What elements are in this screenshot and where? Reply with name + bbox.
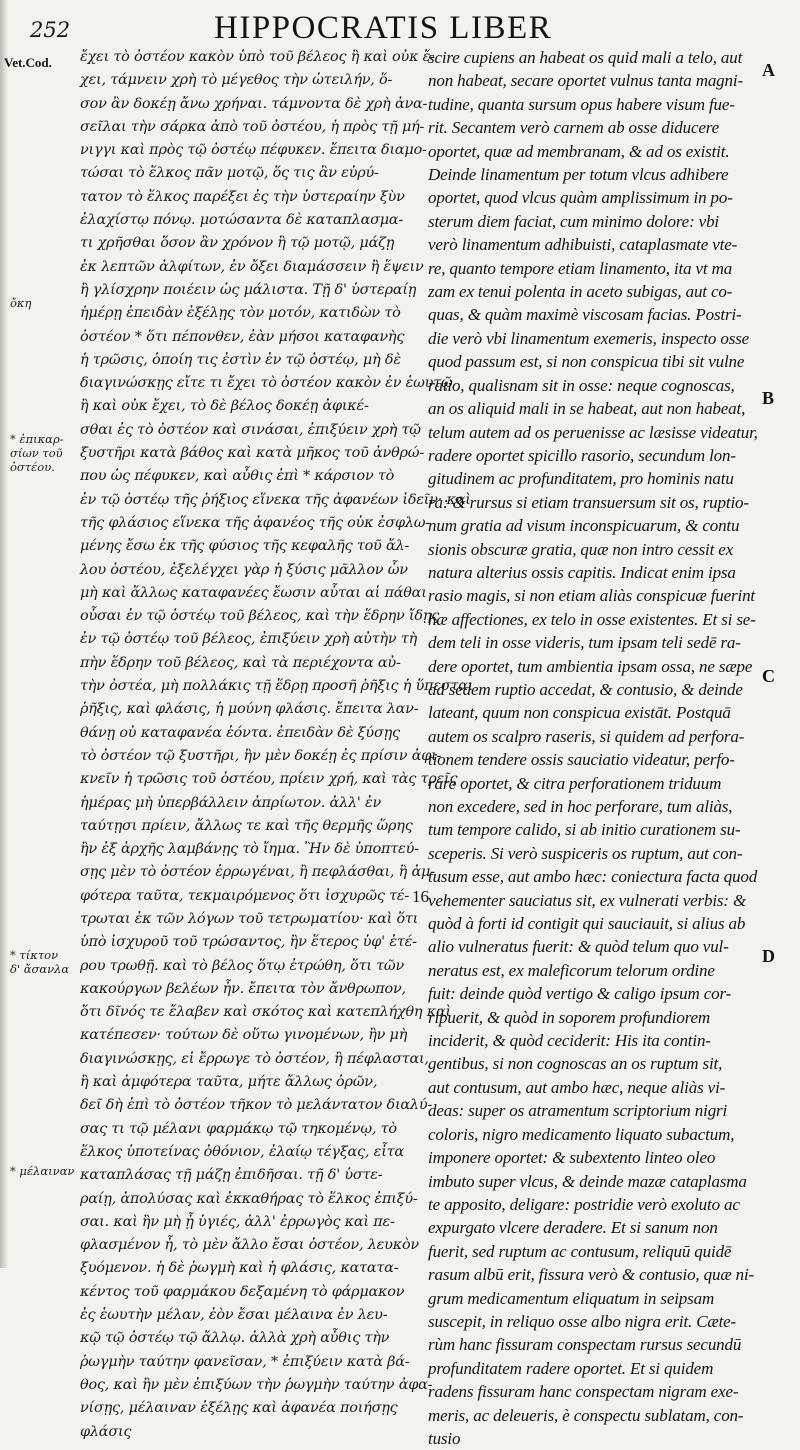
greek-text-line: τρωται ἐκ τῶν λόγων τοῦ τετρωματίου· καὶ ὅτι xyxy=(80,910,419,927)
latin-text-line: ripuerit, & quòd in soporem profundiorem xyxy=(428,1007,711,1027)
latin-text-line: non habeat, secare oportet vulnus tanta magni- xyxy=(428,71,743,91)
latin-text-line: num gratia ad visum inconspicuarum, & contu xyxy=(428,516,740,536)
greek-text-line: σον ἂν δοκέῃ ἄνω χρήναι. τάμνοντα δὲ χρὴ ἀνα- xyxy=(80,95,428,112)
greek-text-line: τὴν ὀστέα, μὴ πολλάκις τῇ ἕδρῃ προσῆ ῥῆξις ἡ ὕπεσται xyxy=(80,678,474,695)
greek-text-line: ἢ γλίσχρην ποιέειν ὡς μάλιστα. Τῇ δ' ὑστεραίῃ xyxy=(80,281,417,298)
running-head: HIPPOCRATIS LIBER xyxy=(214,10,553,46)
greek-text-line: χει, τάμνειν χρὴ τὸ μέγεθος τὴν ὠτειλήν, ὅ- xyxy=(80,72,393,89)
greek-text-line: ἐς ἑωυτὴν μέλαν, ἐὸν ἔσαι μέλαινα ἐν λευ- xyxy=(80,1307,388,1324)
latin-text-line: te apposito, deligare: postridie verò exoluto ac xyxy=(428,1194,740,1214)
greek-text-line: καταπλάσας τῇ μάζῃ ἐπιδῆσαι. τῇ δ' ὑστε- xyxy=(80,1167,383,1184)
latin-text-line: rasum albū erit, fissura verò & contusio, quæ ni- xyxy=(428,1265,755,1285)
margin-letter-b: B xyxy=(762,388,775,408)
latin-text-line: rit. Secantem verò carnem ab osse diducere xyxy=(428,118,719,138)
latin-text-line: expurgato vlcere deradere. Et si sanum non xyxy=(428,1218,718,1238)
latin-text-line: autem os scalpro raseris, si quidem ad perfora- xyxy=(428,726,745,746)
latin-text-line: aut contusum, aut ambo hæc, neque aliàs vi- xyxy=(428,1077,726,1097)
latin-text-line: tionem tendere ossis sauciatio videatur, perfo- xyxy=(428,750,735,770)
latin-text-line: an os aliquid mali in se habeat, aut non habeat, xyxy=(428,399,746,419)
greek-text-line: που ὡς πέφυκεν, καὶ αὖθις ἐπὶ * κάρσιον τὸ xyxy=(80,468,395,485)
latin-text-line: ra: & rursus si etiam transuersum sit os, ruptio- xyxy=(428,492,749,512)
latin-text-line: quas, & quàm maximè viscosam facias. Postri- xyxy=(428,305,742,325)
greek-text-line: σας τι τῷ μέλανι φαρμάκῳ τῷ τηκομένῳ, τὸ xyxy=(80,1120,397,1137)
latin-text-line: rasio magis, si non etiam aliàs conspicuæ fuerint xyxy=(428,586,755,606)
latin-text-line: gentibus, si non cognoscas an os ruptum sit, xyxy=(428,1054,723,1074)
latin-text-line: fuit: deinde quòd vertigo & caligo ipsum cor- xyxy=(428,984,732,1004)
greek-text-line: σεῖλαι τὴν σάρκα ἀπὸ τοῦ ὀστέου, ἡ πρὸς τῇ μή- xyxy=(80,118,425,135)
latin-text-line: neratus est, ex maleficorum telorum ordine xyxy=(428,960,715,980)
vet-cod-label: Vet.Cod. xyxy=(4,55,52,70)
margin-letter-a: A xyxy=(762,60,775,80)
greek-text-line: ἢν ἐξ ἀρχῆς λαμβάνῃς τὸ ἴημα. Ἢν δὲ ὑποπτεύ- xyxy=(80,841,419,858)
latin-text-line: fuerit, sed ruptum ac contusum, reliquū quidē xyxy=(428,1241,732,1261)
greek-text-line: κακούργων βελέων ἦν. ἔπειτα τὸν ἄνθρωπον, xyxy=(80,980,406,997)
greek-text-line: τῆς φλάσιος εἵνεκα τῆς ἀφανέος τῆς οὐκ ἐσφλω- xyxy=(80,514,430,531)
latin-text-line: radens fissuram hanc conspectam nigram exe- xyxy=(428,1382,739,1402)
latin-text-line: imbuto super vlcus, & deinde mazæ cataplasma xyxy=(428,1171,747,1191)
latin-text-line: inciderit, & quòd ceciderit: His ita contin- xyxy=(428,1031,711,1051)
page-number: 252 xyxy=(30,18,71,42)
greek-text-line: ῥωγμὴν ταύτην φανεῖσαν, * ἐπιξύειν κατὰ βά- xyxy=(80,1353,410,1370)
latin-text-line: coloris, nigro medicamento liquato subactum, xyxy=(428,1124,735,1144)
latin-text-line: profunditatem radere oportet. Et si quidem xyxy=(428,1358,714,1378)
latin-text-line: rùm hanc fissuram conspectam rursus secundū xyxy=(428,1335,742,1355)
latin-text-line: scire cupiens an habeat os quid mali a telo, aut xyxy=(428,48,743,67)
greek-text-line: ἐκ λεπτῶν ἀλφίτων, ἐν ὄξει διαμάσσειν ἢ ἕψειν xyxy=(80,258,424,275)
latin-text-line: tusio xyxy=(428,1428,461,1448)
greek-text-line: διαγινώσκῃς, εἰ ἔρρωγε τὸ ὀστέον, ἢ πέφλασται, xyxy=(80,1050,429,1067)
latin-text-line: vehementer sauciatus sit, ex vulnerati verbis: & xyxy=(428,890,747,910)
latin-text-line: tum tempore calido, si ab initio curationem su- xyxy=(428,820,741,840)
greek-text-line: ρου τρωθῇ. καὶ τὸ βέλος ὅτῳ ἐτρώθη, ὅτι τῶν xyxy=(80,957,405,974)
latin-text-line: oportet, quod vlcus quàm amplissimum in po- xyxy=(428,188,733,208)
greek-text-line: σαι. καὶ ἢν μὴ ᾖ ὑγιές, ἀλλ' ἐρρωγὸς καὶ πε- xyxy=(80,1213,395,1230)
latin-text-line: non excedere, sed in hoc perforare, tum aliàs, xyxy=(428,797,733,816)
greek-text-line: θος, καὶ ἢν μὲν ἐπιξύων τὴν ῥωγμὴν ταύτην ἀφα- xyxy=(80,1376,433,1393)
latin-text-line: oportet, quæ ad membranam, & ad os existit. xyxy=(428,141,730,161)
latin-text-line: gitudinem ac profunditatem, pro hominis natu xyxy=(428,469,734,489)
greek-text-line: ἡμέρῃ ἐπειδὰν ἐξέλῃς τὸν μοτόν, κατιδὼν τὸ xyxy=(80,305,401,322)
page-gutter-shadow xyxy=(0,0,8,1268)
latin-text-line: quod passum est, si non conspicua tibi sit vulne xyxy=(428,352,745,372)
greek-text-line: ἢ καὶ οὐκ ἔχει, τὸ δὲ βέλος δοκέῃ ἀφικέ- xyxy=(80,398,369,415)
margin-note-tikton: * τίκτον δ' ἄσανλα xyxy=(10,948,70,976)
latin-text-line: tusum esse, aut ambo hæc: coniectura facta quod xyxy=(428,867,758,887)
greek-text-line: κῷ τῷ ὀστέῳ τῷ ἄλλῳ. ἀλλὰ χρὴ αὖθις τὴν xyxy=(80,1330,390,1347)
latin-text-line: zam ex tenui polenta in aceto subigas, aut co- xyxy=(428,282,733,302)
latin-text-line: dem teli in osse videris, tum ipsam teli sedē ra- xyxy=(428,633,741,653)
greek-text-line: ἐν τῷ ὀστέῳ τῆς ῥήξιος εἵνεκα τῆς ἀφανέων ἰδεῖν· καὶ xyxy=(80,491,471,508)
greek-text-line: ἡ τρῶσις, ὁποίη τις ἐστὶν ἐν τῷ ὀστέῳ, μὴ δὲ xyxy=(80,351,401,368)
greek-text-line: ὑπὸ ἰσχυροῦ τοῦ τρώσαντος, ἢν ἕτερος ὑφ' ἑτέ- xyxy=(80,934,417,951)
greek-text-line: πὴν ἕδρην τοῦ βέλεος, καὶ τὰ περιέχοντα αὐ- xyxy=(80,654,401,671)
margin-note-akh: ὄκη xyxy=(10,296,32,310)
latin-text-line: Deinde linamentum per totum vlcus adhibere xyxy=(428,165,729,185)
greek-text-line: ὅτι δῖνός τε ἔλαβεν καὶ σκότος καὶ κατεπλήχθη καὶ xyxy=(80,1004,451,1021)
line-marker-16: 16 xyxy=(412,887,429,906)
greek-text-line: τατον τὸ ἕλκος παρέξει ἐς τὴν ὑστεραίην ξὺν xyxy=(80,188,405,205)
greek-text-line: νίσῃς, μέλαιναν ἐξέλῃς καὶ ἀφανέα ποιήσῃς xyxy=(80,1400,398,1417)
latin-text-line: ad sedem ruptio accedat, & contusio, & deinde xyxy=(428,679,743,699)
greek-text-line: ἐν τῷ ὀστέῳ τοῦ βέλεος, ἐπιξύειν χρὴ αὐτὴν τὴ xyxy=(80,631,418,648)
greek-text-line: ἕλκος ὑποτείνας ὀθόνιον, ἐλαίῳ τέγξας, εἶτα xyxy=(80,1143,404,1160)
latin-text-column xyxy=(428,46,758,1450)
margin-letter-c: C xyxy=(762,666,775,686)
latin-text-line: verò linamentum adhibuisti, cataplasmate vte- xyxy=(428,235,738,255)
latin-text-line: meris, ac deleueris, è conspectu sublatam, con- xyxy=(428,1405,744,1425)
latin-text-line: imponere oportet: & subextento linteo oleo xyxy=(428,1148,716,1168)
latin-text-line: re, quanto tempore etiam linamento, ita vt ma xyxy=(428,258,733,278)
greek-text-line: ἔχει τὸ ὀστέον κακὸν ὑπὸ τοῦ βέλεος ἢ καὶ οὐκ ἔ- xyxy=(80,49,435,65)
latin-text-line: sterum diem faciat, cum minimo dolore: vbi xyxy=(428,211,719,231)
margin-note-epikarsion: * ἐπικαρ- σίων τοῦ ὀστέου. xyxy=(10,432,64,474)
greek-text-line: ξυόμενον. ἡ δὲ ῥωγμὴ καὶ ἡ φλάσις, κατατα- xyxy=(80,1260,399,1277)
latin-text-line: hæ affectiones, ex telo in osse existentes. Et si se- xyxy=(428,609,756,629)
margin-letter-d: D xyxy=(762,946,775,966)
latin-text-line: dere oportet, tum ambientia ipsam ossa, ne sæpe xyxy=(428,656,753,676)
greek-text-line: λου ὀστέου, ἐξελέγχει γὰρ ἡ ξύσις μᾶλλον ὧν xyxy=(80,561,408,578)
greek-text-line: ἐλαχίστῳ πόνῳ. μοτώσαντα δὲ καταπλασμα- xyxy=(80,212,404,229)
latin-text-line: tudine, quanta sursum opus habere visum fue- xyxy=(428,94,735,114)
greek-text-line: φλασμένον ἦ, τὸ μὲν ἄλλο ἔσαι ὀστέον, λευκὸν xyxy=(80,1237,419,1254)
latin-text-line: rare oportet, & citra perforationem triduum xyxy=(428,773,722,793)
latin-text-line: deas: super os atramentum scriptorium nigri xyxy=(428,1101,728,1121)
greek-text-line: διαγινώσκῃς εἴτε τι ἔχει τὸ ὀστέον κακὸν ἐν ἑωυτῷ xyxy=(80,375,453,392)
greek-text-line: ταύτῃσι πρίειν, ἄλλως τε καὶ τῆς θερμῆς ὥρης xyxy=(80,817,413,834)
latin-text-line: sionis obscuræ gratia, quæ non intro cessit ex xyxy=(428,539,734,559)
greek-text-line: οὖσαι ἐν τῷ ὀστέῳ τοῦ βέλεος, καὶ τὴν ἕδρην ἴδῃς xyxy=(80,608,440,625)
greek-text-line: ὀστέον * ὅτι πέπονθεν, ἐὰν μήσοι καταφανὴς xyxy=(80,328,405,345)
greek-text-line: κατέπεσεν· τούτων δὲ οὕτω γινομένων, ἢν μὴ xyxy=(80,1027,408,1044)
greek-text-line: ἡμέρας μὴ ὑπερβάλλειν ἀπρίωτον. ἀλλ' ἐν xyxy=(80,794,382,811)
greek-text-line: φλάσις xyxy=(80,1423,132,1440)
latin-text-line: lateant, quum non conspicua existāt. Postquā xyxy=(428,703,731,723)
greek-text-line: τι χρῆσθαι ὅσον ἂν χρόνον ἢ τῷ μοτῷ, μάζῃ xyxy=(80,235,395,252)
greek-text-line: μένης ἔσω ἐκ τῆς φύσιος τῆς κεφαλῆς τοῦ ἄλ- xyxy=(80,538,410,555)
margin-note-melainan: * μέλαιναν xyxy=(10,1164,75,1178)
greek-text-line: ἢ καὶ ἀμφότερα ταῦτα, μήτε ἄλλως ὁρῶν, xyxy=(80,1074,378,1091)
greek-text-line: ῥῆξις, καὶ φλάσις, ἡ μούνη φλάσις. ἔπειτα λαν- xyxy=(80,701,419,718)
greek-text-line: θάνῃ οὐ καταφανέα ἐόντα. ἐπειδὰν δὲ ξύσῃς xyxy=(80,724,400,741)
latin-text-line: natura alterius ossis capitis. Indicat enim ipsa xyxy=(428,562,736,582)
latin-text-line: sceperis. Si verò suspiceris os ruptum, aut con- xyxy=(428,843,743,863)
greek-text-line: ξυστῆρι κατὰ βάθος καὶ κατὰ μῆκος τοῦ ἀνθρώ- xyxy=(80,445,424,462)
greek-text-line: δεῖ δὴ ἐπὶ τὸ ὀστέον τῆκον τὸ μελάντατον διαλύ- xyxy=(80,1097,433,1114)
greek-text-line: ραίῃ, ἀπολύσας καὶ ἐκκαθήρας τὸ ἕλκος ἐπιξύ- xyxy=(80,1190,418,1207)
greek-text-line: τώσαι τὸ ἕλκος πᾶν μοτῷ, ὅς τις ἂν εὐρύ- xyxy=(80,165,379,182)
latin-text-line: die verò vbi linamentum exemeris, inspecto osse xyxy=(428,328,750,348)
greek-text-line: σῃς μὲν τὸ ὀστέον ἐρρωγέναι, ἢ πεφλάσθαι, ἢ ἀμ- xyxy=(80,864,435,881)
latin-text-line: quòd à forti id contigit qui sauciauit, si alius ab xyxy=(428,914,746,934)
greek-text-line: κέντος τοῦ φαρμάκου δεξαμένη τὸ φάρμακον xyxy=(80,1283,405,1300)
greek-text-line: τὸ ὀστέον τῷ ξυστῆρι, ἢν μὲν δοκέῃ ἐς πρίσιν ἀφι- xyxy=(80,747,442,764)
latin-text-line: telum autem ad os peruenisse ac læsisse videatur, xyxy=(428,422,758,442)
greek-text-line: σθαι ἐς τὸ ὀστέον καὶ σινάσαι, ἐπιξύειν χρὴ τῷ xyxy=(80,421,421,438)
greek-text-line: νιγγι καὶ πρὸς τῷ ὀστέῳ πέφυκεν. ἔπειτα διαμο- xyxy=(80,142,427,159)
latin-text-line: radere oportet spicillo rasorio, secundum lon- xyxy=(428,445,736,465)
greek-text-line: φότερα ταῦτα, τεκμαιρόμενος ὅτι ἰσχυρῶς τέ- xyxy=(80,887,410,904)
latin-text-line: alio vulneratus fuerit: & quòd telum quo vul- xyxy=(428,937,729,957)
greek-text-line: κνεῖν ἡ τρῶσις τοῦ ὀστέου, πρίειν χρή, καὶ τὰς τρεῖς xyxy=(80,771,458,788)
greek-text-line: μὴ καὶ ἄλλως καταφανέες ἔωσιν αὗται αἱ πάθαι xyxy=(80,584,427,601)
latin-text-line: suscepit, in reliquo osse albo nigra erit. Cæte- xyxy=(428,1311,737,1331)
latin-text-line: grum medicamentum eliquatum in seipsam xyxy=(428,1288,715,1308)
latin-text-line: ratio, qualisnam sit in osse: neque cognoscas, xyxy=(428,375,735,395)
